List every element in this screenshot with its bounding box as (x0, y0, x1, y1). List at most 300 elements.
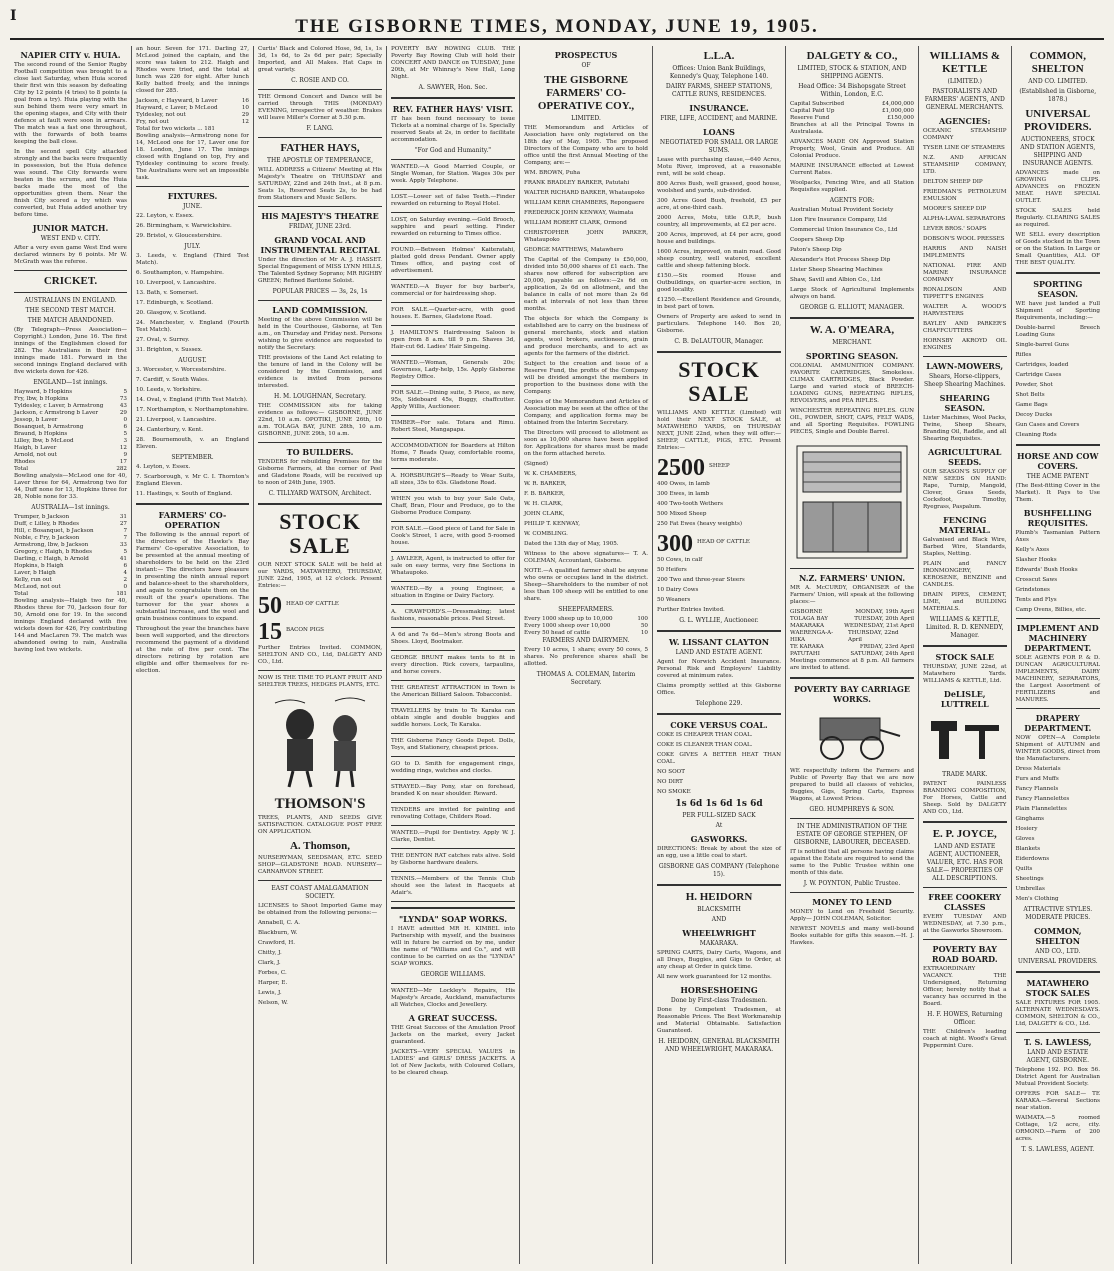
divider (391, 159, 515, 160)
licensee-name: Forbes, C. (258, 970, 287, 976)
newspaper-title: THE GISBORNE TIMES, MONDAY, JUNE 19, 1905. (295, 16, 819, 37)
score-row-value: 7 (123, 535, 127, 541)
ad-text: SOLE AGENTS FOR P. & D. DUNCAN AGRICULTURAL IMPLEMENTS, DAIRY MACHINERY, SEPARATORS, the Largest Assortment of FERTILIZERS and MANURES. (1015, 655, 1100, 703)
article-paragraph: Every 10 acres, 1 share; every 50 cows, 5 shares. No preference shares shall be allotted. (524, 647, 648, 667)
carriage-illustration (802, 710, 902, 762)
signatory-name: W. H. CLARK, (524, 501, 563, 507)
director-name: CHRISTOPHER JOHN PARKER, Whataupoko (524, 230, 648, 243)
score-row-value: 10 (241, 105, 249, 111)
score-row (14, 431, 127, 438)
ad-headline: POVERTY BAY ROAD BOARD. (931, 944, 998, 964)
ad-headline: FENCING MATERIAL. (938, 515, 991, 535)
ad-subhead: LIMITED, STOCK & STATION, AND SHIPPING AGENTS. (797, 65, 907, 80)
scale-row-value: 50 (640, 623, 648, 629)
score-row-value: 12 (241, 119, 249, 125)
score-row (14, 452, 127, 459)
column-8a (919, 46, 1012, 1264)
ad-text: Under the direction of Mr A. J. HASSET. Special Engagement of MISS LYNN HILLS, The Talented Sydney Soprano; MR RIGHBY GREEN; Refined Baritone Soloist. (258, 257, 382, 284)
licensee-name: Lewis, J. (258, 990, 282, 996)
classified-ad: THE Gisborne Fancy Goods Depot. Dolls, Toys, and Stationery, cheapest prices. (391, 738, 515, 751)
score-row-label: Hill, c Bosanquet, b Jackson (14, 528, 94, 534)
classifieds (391, 164, 515, 902)
article-paragraph: NOTE.—A qualified farmer shall be anyone who owns or occupies land in the district. Sheep—Shareholders to the number of not less than 100 sheep will be entitled to one share. (524, 568, 648, 602)
ad-subhead: THE ACME PATENT (1026, 473, 1089, 480)
ad-headline: A GREAT SUCCESS. (408, 1013, 498, 1023)
signed-label: (Signed) (524, 461, 549, 467)
classified-ad: FOR SALE.—Quarter-acre, with good houses. E. Barnes, Gladstone Road. (391, 307, 515, 320)
ad-text: I HAVE admitted MR H. KIMBEL into Partnership with myself, and the business will in future be carried on by me, under the name of "Williams and Co.", and will continue to be carried on as the "LYNDA" SOAP WORKS. (391, 926, 515, 967)
score-row-label: Armstrong, lbw, b Jackson (14, 542, 89, 548)
agency-item: Australian Mutual Provident Society (790, 207, 894, 213)
score-row-label: Jackson, c Armstrong b Laver (14, 410, 99, 416)
divider (258, 89, 382, 90)
classified-ad: A. CRAWFORD'S.—Dressmaking; latest fashions, reasonable prices. Peel Street. (391, 609, 515, 622)
article-paragraph: Bowling analysis—Armstrong none for 14, McLeod one for 17, Laver one for 18. London, June 17. The innings closed with England on top, Fry and Tyldesley continuing to score freely. The Australians were set an impossible task. (136, 133, 249, 181)
ad-text: Galvanised and Black Wire, Barbed Wire, Standards, Staples, Netting. (923, 537, 1007, 557)
divider (391, 468, 515, 469)
classified-ad: FOUND.—Between Holmes' Kaiteratahi, plaited gold dress Pendant. Owner apply Times office, and paying cost of advertisement. (391, 247, 515, 274)
divider (1016, 1032, 1101, 1033)
score-row-label: Jessop, b Laver (14, 417, 58, 423)
drapery-item: Umbrellas (1015, 886, 1045, 892)
score-row-value: 2 (123, 577, 127, 583)
divider (657, 351, 781, 353)
ad-subhead: LAND AND ESTATE AGENT, GISBORNE. (1026, 1049, 1089, 1064)
ad-headline: COMMON, SHELTON (1029, 50, 1086, 75)
stock-item: 300 Ewes, in lamb (657, 491, 710, 497)
score-row-label: Darling, c Haigh, b Arnold (14, 556, 89, 562)
drapery-item: Hosiery (1015, 826, 1038, 832)
divider (391, 242, 515, 243)
property-listing: 300 Acres Good Bush, freehold, £5 per acre, at one-third cash. (657, 198, 781, 211)
licensee-name: Nelson, W. (258, 1000, 288, 1006)
article-paragraph: Bowling analysis—McLeod one for 40, Laver three for 64, Armstrong two for 44, Duff none for 13, Hopkins three for 28, Noble none for 33. (14, 473, 127, 500)
meeting-row-label: TE KARAKA (790, 644, 824, 650)
score-row (14, 542, 127, 549)
score-row-value: 9 (123, 452, 127, 458)
ad-signature: T. S. LAWLESS, AGENT. (1021, 1146, 1095, 1153)
score-row (136, 119, 249, 126)
ad-signature: H. HEIDORN, GENERAL BLACKSMITH AND WHEELWRIGHT, MAKARAKA. (658, 1038, 780, 1053)
signatory-name: JOHN CLARK, (524, 511, 565, 517)
score-row-value: 4 (123, 570, 127, 576)
meeting-row-value: THURSDAY, 22nd April (848, 630, 899, 643)
fixture-item: 22. Leyton, v. Essex. (136, 213, 194, 219)
classified-ad: THE DENTON RAT catches rats alive. Sold by Gisborne hardware dealers. (391, 853, 515, 866)
divider (391, 551, 515, 552)
director-name: WALTER RICHARD BARKER, Whataupoko (524, 190, 645, 196)
classified-ad: TENDERS are invited for painting and renovating Cottage, Childers Road. (391, 807, 515, 820)
ad-text: NEWEST NOVELS and many well-bound Books suitable for gifts this season.—H. J. Hawkes. (790, 926, 914, 946)
fixture-item: 13. Bath, v. Somerset. (136, 290, 199, 296)
agency-list (923, 128, 1007, 352)
scale-row-value: 10 (640, 630, 648, 636)
divider (923, 887, 1007, 888)
agency-item: OCEANIC STEAMSHIP COMPANY (923, 128, 1007, 141)
score-row (14, 459, 127, 466)
meeting-row-label: MAKARAKA (790, 623, 825, 629)
ad-headline: HIS MAJESTY'S THEATRE (261, 211, 379, 221)
score-row-label: Jackson, c Hayward, b Laver (136, 98, 218, 104)
agency-item: FRIEDMAN'S PETROLEUM EMULSION (923, 189, 1007, 202)
score-row-value: 31 (119, 514, 127, 520)
article-paragraph: The objects for which the Company is established are to carry on the business of general merchants, stock and station agents, wool brokers, auctioneers, grain and produce merchants, and to act as agents for the farmers of the district. (524, 316, 648, 357)
prospectus-of: OF (581, 62, 591, 69)
ad-signature: C. TILLYARD WATSON, Architect. (268, 490, 372, 497)
classified-ad: J. HAMILTON'S Hairdressing Saloon is open from 8 a.m. till 9 p.m. Shaves 3d, Hair-cut 6d. Ladies' Hair Singeing. (391, 330, 515, 350)
divider (790, 568, 914, 569)
ad-signature: C. B. DeLAUTOUR, Manager. (674, 338, 764, 345)
score-row-value: 181 (116, 591, 127, 597)
ad-text: Further Entries Invited. (657, 607, 725, 613)
divider (391, 650, 515, 651)
drapery-list (1016, 766, 1101, 903)
sporting-list (1016, 325, 1101, 439)
fixture-item: 28. Bournemouth, v. an England Eleven. (136, 437, 249, 450)
article-subhead: WEST END v. CITY. (40, 235, 101, 242)
drapery-item: Plain Flannelettes (1015, 806, 1067, 812)
ad-text: Meetings commence at 8 p.m. All farmers are invited to attend. (790, 658, 914, 671)
ad-headline: N.Z. FARMERS' UNION. (798, 573, 906, 583)
scorecard (136, 98, 249, 126)
classified-ad: STRAYED.—Bay Pony, star on forehead, branded K on near shoulder. Reward. (391, 784, 515, 797)
capital-row-value: £150,000 (887, 115, 914, 121)
ad-headline: COMMON, SHELTON (1033, 926, 1082, 946)
coke-prices: 1s 6d 1s 6d 1s 6d (675, 799, 763, 809)
capital-table (790, 101, 914, 122)
capital-row (790, 108, 914, 115)
divider (391, 581, 515, 582)
classified-ad: LOST, on Saturday evening.—Gold Brooch, sapphire and pearl setting. Finder rewarded on returning to Times office. (391, 217, 515, 237)
licensee-name: Crawford, H. (258, 940, 295, 946)
director-name: WILLIAM KERR CHAMBERS, Repongaere (524, 200, 645, 206)
prospectus-subhead: LIMITED. (571, 115, 601, 122)
ad-headline: SHEARING SEASON. (939, 393, 990, 413)
ad-signature: C. ROSIE AND CO. (291, 77, 349, 84)
ad-headline: HORSE AND COW COVERS. (1017, 451, 1099, 471)
ad-text: Branches at all the Principal Towns in Australasia. (790, 122, 914, 135)
score-row (14, 389, 127, 396)
page-mark: I (10, 8, 17, 24)
score-row-value: 73 (119, 396, 127, 402)
ad-headline: GRAND VOCAL AND INSTRUMENTAL RECITAL (260, 235, 380, 255)
ad-subhead: Shears, Horse-clippers, Sheep Shearing Machines. (923, 373, 1006, 388)
ad-headline: DRAPERY DEPARTMENT. (1024, 713, 1092, 733)
director-name: WILLIAM ROBERT CLARK, Ormond (524, 220, 627, 226)
ad-headline: IMPLEMENT AND MACHINERY DEPARTMENT. (1016, 623, 1099, 653)
coke-no-list (657, 769, 781, 796)
ad-signature: A. SAWYER, Hon. Sec. (418, 84, 488, 91)
score-row (14, 514, 127, 521)
ad-subhead: EAST COAST AMALGAMATION SOCIETY. (271, 885, 369, 900)
divider (790, 677, 914, 679)
ad-text: Lister Machines, Wool Packs, Twine, Sheep Shears, Branding Oil, Raddle, and all Shearing Requisites. (923, 415, 1007, 442)
sporting-item: Shot Belts (1015, 392, 1045, 398)
ad-text: OFFERS FOR SALE— TE KARAKA.—Several Sections near station. (1015, 1091, 1100, 1111)
score-row-label: Arnold, not out (14, 452, 57, 458)
ad-headline: "LYNDA" SOAP WORKS. (399, 914, 507, 924)
score-row (14, 410, 127, 417)
ad-signature: J. W. POYNTON, Public Trustee. (803, 880, 901, 887)
ad-text: THE Children's leading coach at night. Wood's Great Peppermint Cure. (923, 1029, 1007, 1049)
ad-text: All new work guaranteed for 12 months. (657, 974, 772, 980)
column-7 (786, 46, 919, 1264)
agency-item: MOORE'S SHEEP DIP (923, 206, 987, 212)
meeting-row (790, 609, 914, 616)
ad-text: MONEY to Lend on Freehold Security. Apply— JOHN COLEMAN, Solicitor. (790, 909, 914, 922)
classified-ad: WHEN you wish to buy your Sale Oats, Chaff, Bran, Flour and Produce, go to the Gisborne Produce Company. (391, 496, 515, 516)
ad-text: POVERTY BAY ROWING CLUB. THE Poverty Bay Rowing Club will hold their CONCERT AND DANCE on TUESDAY, June 20th, at Mr Whinray's New Hall, Long Night. (391, 46, 515, 80)
property-listing: 1600 Acres, improved, on main road. Good sheep country, well watered, excellent cattle and sheep fattening block. (657, 249, 781, 269)
score-row-value: 33 (119, 542, 127, 548)
ad-subhead: FIRE, LIFE, ACCIDENT, and MARINE. (660, 115, 778, 122)
score-row-label: McLeod, not out (14, 584, 61, 590)
ad-text: (The Best-fitting Cover in the Market). It Pays to Use Them. (1015, 483, 1100, 503)
divider (391, 491, 515, 492)
article-paragraph: Throughout the year the branches have been well supported, and the directors recommend the payment of a dividend at the rate of five per cent. The directors retiring by rotation are eligible and offer themselves for re-election. (136, 626, 249, 674)
score-row (14, 591, 127, 598)
ad-headline: A. Thomson, (289, 840, 350, 852)
ad-subhead: BLACKSMITH (697, 906, 741, 913)
divider (258, 206, 382, 207)
ad-prices: POPULAR PRICES — 3s, 2s, 1s (272, 288, 368, 295)
divider (391, 385, 515, 386)
article-paragraph: Dated the 13th day of May, 1905. (524, 541, 619, 547)
column-4 (387, 46, 520, 1264)
divider (258, 880, 382, 881)
stock-list (657, 557, 781, 604)
score-row-value: 41 (119, 556, 127, 562)
ad-text: THE Ormond Concert and Dance will be carried through THIS (MONDAY) EVENING, irrespective of weather. Brakes will leave Miller's Corner at 5.30 p.m. (258, 94, 382, 121)
ad-text: EVERY TUESDAY AND WEDNESDAY, at 7.30 p.m., at the Gasworks Showroom. (923, 914, 1007, 934)
drapery-item: Blankets (1015, 846, 1041, 852)
divider (391, 325, 515, 326)
divider (923, 356, 1007, 357)
sporting-item: Cleaning Rods (1015, 432, 1057, 438)
article-paragraph: Copies of the Memorandum and Articles of Association may be seen at the office of the Company, and application forms may be obtained from the Interim Secretary. (524, 399, 648, 426)
score-total: Total for two wickets ... 181 (136, 126, 215, 132)
ad-headline: W. A. O'MEARA, (809, 324, 895, 336)
agency-item: Coopers Sheep Dip (790, 237, 845, 243)
score-row-value: 29 (241, 112, 249, 118)
fixture-item: 3. Leeds, v. England (Third Test Match). (136, 253, 249, 266)
ad-headline: H. HEIDORN (685, 891, 753, 903)
article-subhead: THE SECOND TEST MATCH. (25, 307, 116, 314)
ad-text: Meeting of the above Commission will be held in the Courthouse, Gisborne, at Ten a.m., on Thursday and Friday next. Persons wishing to give evidence are requested to notify the Secretary. (258, 317, 382, 351)
fixture-item: 11. Hastings, v. South of England. (136, 491, 233, 497)
fixture-item: 10. Leeds, v. Yorkshire. (136, 387, 202, 393)
prospectus-heading: PROSPECTUS (554, 50, 618, 60)
drapery-item: Dress Materials (1015, 766, 1061, 772)
fixture-month: JULY. (184, 243, 201, 250)
scale-row (524, 616, 648, 623)
score-row (14, 521, 127, 528)
drapery-item: Gloves (1015, 836, 1035, 842)
divider (391, 703, 515, 704)
director-list (524, 170, 648, 254)
ad-text: Agent for Norwich Accident Insurance. Personal Risk and Employers' Liability covered at minimum rates. (657, 659, 781, 679)
meeting-row-value: SATURDAY, 24th April (850, 651, 914, 657)
agency-item: NATIONAL FIRE AND MARINE INSURANCE COMPANY (923, 263, 1007, 283)
article-subhead: THE MATCH ABANDONED. (27, 317, 114, 324)
divider (923, 939, 1007, 940)
coke-claim: COKE IS CLEANER THAN COAL. (657, 742, 753, 748)
ad-text: ADVANCES made on GROWING CLIPS. ADVANCES on FROZEN MEAT. HAVE SPECIAL OUTLET. (1015, 170, 1100, 204)
signatory-list (524, 471, 648, 538)
scale-row-label: Every 1000 sheep up to 10,000 (524, 616, 613, 622)
ad-text: Woolpacks, Fencing Wire, and all Station Requisites supplied. (790, 180, 914, 193)
scale-heading: FARMERS AND DAIRYMEN. (542, 637, 630, 644)
ad-text: TENDERS for rebuilding Premises for the Gisborne Farmers, at the corner of Peel and Gladstone Roads, will be received up to noon of 24th June, 1905. (258, 459, 382, 486)
stock-item: 250 Fat Ewes (heavy weights) (657, 521, 743, 527)
classified-ad: LOST.—Lower set of false Teeth.—Finder rewarded on returning to Royal Hotel. (391, 194, 515, 207)
ad-text: IT is notified that all persons having claims against the Estate are required to send the same to the Public Trustee within one month of this date. (790, 849, 914, 876)
agency-item: Alexander's Hot Process Sheep Dip (790, 257, 891, 263)
ad-headline: T. S. LAWLESS, (1023, 1037, 1092, 1047)
article-paragraph: (By Telegraph—Press Association—Copyright.) London, June 16. The first innings of the Englishmen closed for 282. The Australians in their first innings made 181. Forward in the second innings England declared with five wickets down for 426. (14, 327, 127, 375)
drapery-item: Sheetings (1015, 876, 1044, 882)
divider (391, 604, 515, 605)
score-row (136, 112, 249, 119)
section-headline: CRICKET. (43, 275, 98, 287)
column-5 (520, 46, 653, 1264)
meeting-row-label: PATUTAHI (790, 651, 820, 657)
ad-text: MR A. McCURDY, ORGANISER of the Farmers' Union, will speak at the following places:— (790, 585, 914, 605)
score-row-label: Trumper, b Jackson (14, 514, 70, 520)
capital-row-value: £1,000,000 (881, 108, 914, 114)
ad-headline: STOCK SALE (678, 357, 760, 406)
property-listings (657, 157, 781, 311)
divider (258, 442, 382, 443)
divider (657, 630, 781, 632)
fixture-month: SEPTEMBER. (171, 454, 214, 461)
score-row (14, 535, 127, 542)
score-row-value: 0 (123, 417, 127, 423)
scale-row (524, 623, 648, 630)
meeting-row (790, 616, 914, 623)
ad-text: WILL ADDRESS a Citizens' Meeting at His Majesty's Theatre on THURSDAY and SATURDAY, 22nd and 24th Inst., at 8 p.m. Seats 1s, Reserved Seats 2s, to be had from Stationers and Music Sellers. (258, 167, 382, 201)
property-listing: Lease with purchasing clause,—640 Acres, Motu River, improved, at a reasonable rent, will be sold cheap. (657, 157, 781, 177)
ad-signature: H. F. HOWES, Returning Officer. (927, 1011, 1003, 1026)
stock-label: HEAD OF CATTLE (286, 601, 339, 607)
article-paragraph: The following is the annual report of the directors of the Hawke's Bay Farmers' Co-operative Association, to be presented at the annual meeting of shareholders to be held on the 23rd instant:— The directors have pleasure in presenting the ninth annual report and balance-sheet to the shareholders, and again to congratulate them on the result of the year's operations. The turnover for the year shows a substantial increase, and the wool and grain business continues to expand. (136, 532, 249, 622)
fixture-item: 17. Northampton, v. Northamptonshire. (136, 407, 249, 413)
score-row-label: Hayward, c Laver, b McLeod (136, 105, 218, 111)
stock-entry (258, 593, 382, 619)
fixture-item: 20. Glasgow, v. Scotland. (136, 310, 207, 316)
ad-quote: "For God and Humanity." (414, 147, 492, 154)
coke-claim: COKE GIVES A BETTER HEAT THAN COAL. (657, 752, 781, 765)
bushfelling-item: Kelly's Axes (1015, 547, 1050, 553)
capital-row-label: Capital Paid Up (790, 108, 835, 114)
property-listing: £1250.—Excellent Residence and Grounds, in best part of town. (657, 297, 781, 310)
director-name: WM. BROWN, Puha (524, 170, 581, 176)
ad-signature: H. M. LOUGHNAN, Secretary. (273, 393, 367, 400)
agency-item: Lion Fire Insurance Company, Ltd (790, 217, 887, 223)
ad-headline: L.L.A. (703, 50, 735, 62)
score-row-label: Hayward, b Hopkins (14, 389, 73, 395)
divider (14, 270, 127, 271)
ad-headline: REV. FATHER HAYS' VISIT. (392, 104, 514, 114)
licensee-name: Chitty, J. (258, 950, 282, 956)
ad-headline: SPORTING SEASON. (805, 351, 899, 361)
ad-text: ADVANCES MADE ON Approved Station Property, Wool, Grain and Produce. All Colonial Produce. (790, 139, 914, 159)
agency-item: TYSER LINE OF STEAMERS (923, 145, 1005, 151)
classified-ad: TENNIS.—Members of the Tennis Club should see the latest in Racquets at Adair's. (391, 876, 515, 896)
ad-text: WE have just landed a Full Shipment of Sporting Requirements, including:— (1015, 301, 1100, 321)
divider (391, 802, 515, 803)
signatory-name: F. B. BARKER, (524, 491, 565, 497)
ad-subhead: NEGOTIATED FOR SMALL OR LARGE SUMS. (659, 139, 779, 154)
bushfelling-item: Tents and Flys (1015, 597, 1057, 603)
fixture-item: 14. Oval, v. England (Fifth Test Match). (136, 397, 248, 403)
classified-ad: GEORGE BRUNT makes tents to fit in every direction. Rick covers, tarpaulins, and horse covers. (391, 655, 515, 675)
fixture-item: 6. Southampton, v. Hampshire. (136, 270, 224, 276)
ad-text: Owners of Property are asked to send in particulars. Telephone 140. Box 20, Gisborne. (657, 314, 781, 334)
ad-headline: THOMSON'S (274, 796, 366, 812)
meeting-row (790, 623, 914, 630)
ad-text: LICENSES to Shoot Imported Game may be obtained from the following persons:— (258, 903, 382, 916)
sporting-item: Cartridge Cases (1015, 372, 1062, 378)
ad-subhead: Head Office: 34 Bishopsgate Street Within, London, E.C. (798, 83, 906, 98)
scorecard-heading: AUSTRALIA—1st innings. (31, 504, 110, 511)
ad-signature: GEORGE WILLIAMS. (420, 971, 486, 978)
classified-ad: TIMBER—For sale. Totara and Rimu. Robert Steel, Mangapapa. (391, 420, 515, 433)
ad-text: IT has been found necessary to issue Tickets at a nominal charge of 1s. Specially reserved Seats at 2s, in order to facilitate accommodation. (391, 116, 515, 143)
divider (391, 901, 515, 902)
ad-text: Further Entries Invited. COMMON, SHELTON AND CO., Ltd, DALGETY AND CO., Ltd. (258, 645, 382, 665)
ad-text: WE respectfully inform the Farmers and Public of Poverty Bay that we are now prepared to build all classes of vehicles, Buggies, Gigs, Spring Carts, Express Wagons, at Lowest Prices. (790, 768, 914, 802)
score-row (14, 549, 127, 556)
agency-item: Lister Sheep Shearing Machines (790, 267, 883, 273)
ad-subhead: (LIMITED.) (947, 78, 982, 85)
agency-item: LEVER BROS.' SOAPS (923, 226, 987, 232)
signatory-name: W. R. BARKER, (524, 481, 567, 487)
licensee-name: Blackburn, W. (258, 930, 298, 936)
property-listing: 200 Acres, improved, at £4 per acre, good house and buildings. (657, 232, 781, 245)
score-row-value: 29 (119, 410, 127, 416)
cartoon-illustration (265, 695, 375, 790)
classified-ad: WANTED.—Woman, Generals 20s; Governess, Lady-help, 15s. Apply Gisborne Registry Office. (391, 360, 515, 380)
prospectus-company: THE GISBORNE FARMERS' CO-OPERATIVE COY., (537, 74, 635, 112)
stock-item: 500 Mixed Sheep (657, 511, 707, 517)
score-row (14, 528, 127, 535)
coke-works: GASWORKS. (690, 834, 748, 844)
divider (391, 189, 515, 190)
score-row-label: Tyldesley, not out (136, 112, 186, 118)
classified-ad: A. HORSBURGH'S—Ready to Wear Suits, all sizes, 35s to 63s. Gladstone Road. (391, 473, 515, 486)
ad-headline: WILLIAMS & KETTLE (929, 50, 1001, 75)
bushfelling-list (1016, 530, 1101, 614)
meeting-row-label: WAERENGA-A-HIKA (790, 630, 834, 643)
share-scale (524, 616, 648, 637)
ad-signature: GEO. HUMPHREYS & SON. (809, 806, 895, 813)
licensee-name: Harper, E. (258, 980, 288, 986)
ad-headline: LAND COMMISSION. (272, 305, 368, 315)
ad-text: WILLIAMS AND KETTLE (Limited) will hold their NEXT STOCK SALE, at MATAWHERO YARDS, on THURSDAY NEXT, JUNE 22nd, when they will offer:— SHEEP, CATTLE, PIGS, ETC. Present Entries:— (657, 410, 781, 451)
stock-item: 400 Two-tooth Wethers (657, 501, 723, 507)
score-row-label: Hopkins, b Haigh (14, 563, 64, 569)
fixture-item: 10. Liverpool, v. Lancashire. (136, 280, 217, 286)
trademark-label: TRADE MARK. (942, 771, 988, 778)
licensee-name: Clark, J. (258, 960, 281, 966)
classified-ad: WANTED.—Pupil for Dentistry. Apply W. J. Clarke, Dentist. (391, 830, 515, 843)
scale-heading: SHEEPFARMERS. (558, 606, 614, 613)
ad-headline: INSURANCE. (689, 103, 749, 113)
score-row-label: Lilley, lbw, b McLeod (14, 438, 74, 444)
ad-headline: HORSESHOEING (680, 985, 758, 995)
classified-ad: GO to D. Smith for engagement rings, wedding rings, watches and clocks. (391, 761, 515, 774)
